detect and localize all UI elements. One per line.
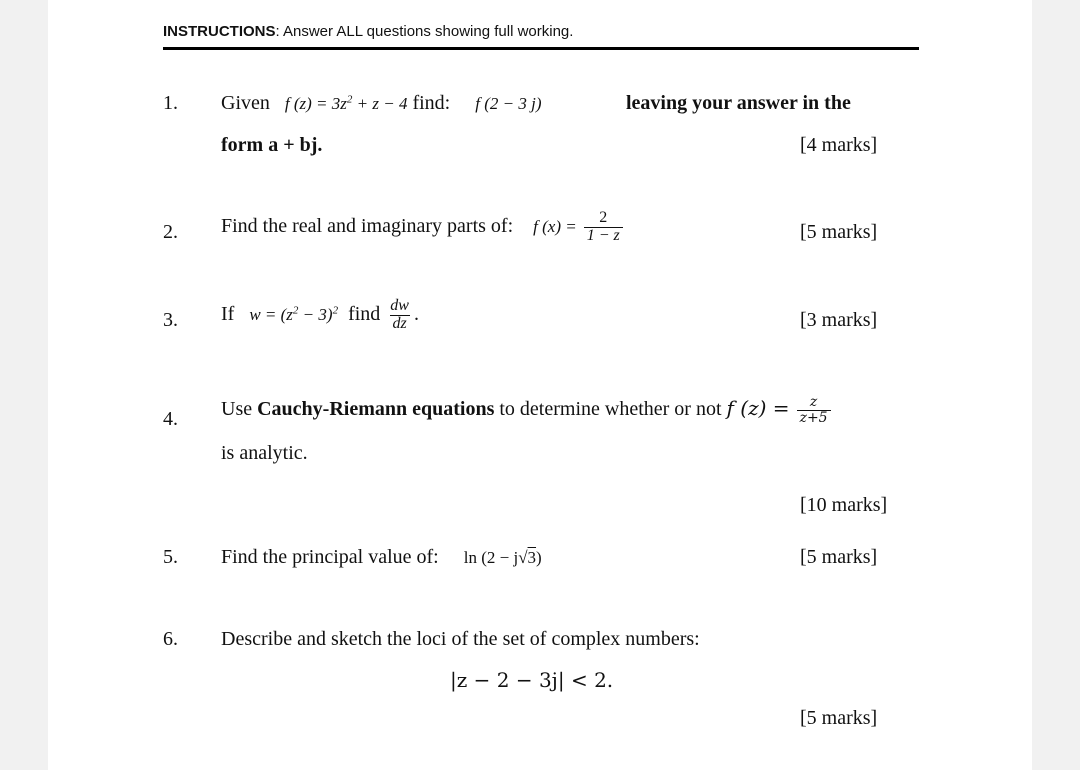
q3-expr-a: w = (z xyxy=(249,304,293,324)
q6-marks: [5 marks] xyxy=(800,707,878,729)
q2-marks: [5 marks] xyxy=(800,221,878,243)
question-1-line1 xyxy=(221,92,541,115)
instructions-label: INSTRUCTIONS xyxy=(163,23,276,40)
q3-if: If xyxy=(221,302,235,325)
q2-fraction xyxy=(584,210,623,245)
question-3-line xyxy=(221,298,419,333)
q1-function xyxy=(285,94,408,113)
q1-tail: leaving your answer in the xyxy=(626,92,851,114)
q4-marks: [10 marks] xyxy=(800,494,888,516)
q2-numerator: 2 xyxy=(599,209,608,226)
q1-func-sup: 2 xyxy=(346,93,353,106)
q3-period: . xyxy=(413,302,419,325)
q4-line2: is analytic. xyxy=(221,442,308,464)
q5-expr-post: ) xyxy=(536,548,542,567)
q1-func-rhs: + z − 4 xyxy=(352,94,408,113)
question-5-line xyxy=(221,546,542,569)
q4-pre: Use xyxy=(221,397,258,420)
q1-find: find: xyxy=(412,92,451,114)
q5-sqrt-symbol: √ xyxy=(518,548,528,567)
q3-sup2: 2 xyxy=(332,304,339,317)
q4-lhs: f (z) = xyxy=(726,395,790,420)
q1-line2: form a + bj. xyxy=(221,134,323,156)
q4-denominator: z+5 xyxy=(797,410,831,426)
q4-fraction xyxy=(797,395,831,425)
q2-lhs: f (x) = xyxy=(533,216,577,236)
q4-post: to determine whether or not xyxy=(494,397,722,420)
q5-expression xyxy=(464,548,542,567)
instructions-header xyxy=(163,23,919,50)
q1-marks: [4 marks] xyxy=(800,134,878,156)
q3-numerator: dw xyxy=(390,297,409,314)
question-4-number: 4. xyxy=(163,408,178,430)
question-2-number: 2. xyxy=(163,221,178,243)
q5-sqrt-arg: 3 xyxy=(527,548,537,567)
q1-target: f (2 − 3 j) xyxy=(475,94,542,113)
question-1-number: 1. xyxy=(163,92,178,114)
question-4-line1 xyxy=(221,395,833,425)
q1-func-lhs: f (z) = 3z xyxy=(284,94,347,113)
q3-expr-b: − 3) xyxy=(298,304,333,324)
q4-numerator: z xyxy=(809,394,818,410)
q2-text: Find the real and imaginary parts of: xyxy=(221,214,514,237)
q3-find: find xyxy=(348,302,381,325)
q5-marks: [5 marks] xyxy=(800,546,878,568)
exam-page xyxy=(48,0,1032,770)
q2-denominator: 1 − z xyxy=(584,227,623,245)
question-5-number: 5. xyxy=(163,546,178,568)
q6-expression: |z − 2 − 3j| < 2. xyxy=(450,668,614,692)
q6-text: Describe and sketch the loci of the set of complex numbers: xyxy=(221,628,700,650)
q5-expr-pre: ln (2 − j xyxy=(463,548,519,567)
instructions-text: : Answer ALL questions showing full working. xyxy=(275,23,574,40)
q3-marks: [3 marks] xyxy=(800,309,878,331)
question-2-line xyxy=(221,210,625,245)
q3-sup1: 2 xyxy=(292,304,299,317)
question-6-number: 6. xyxy=(163,628,178,650)
q1-given: Given xyxy=(221,92,270,114)
q3-expression xyxy=(249,305,338,324)
q5-text: Find the principal value of: xyxy=(221,546,439,568)
q4-bold: Cauchy-Riemann equations xyxy=(257,397,495,420)
question-3-number: 3. xyxy=(163,309,178,331)
q3-denominator: dz xyxy=(390,315,410,333)
q3-derivative xyxy=(387,298,412,333)
